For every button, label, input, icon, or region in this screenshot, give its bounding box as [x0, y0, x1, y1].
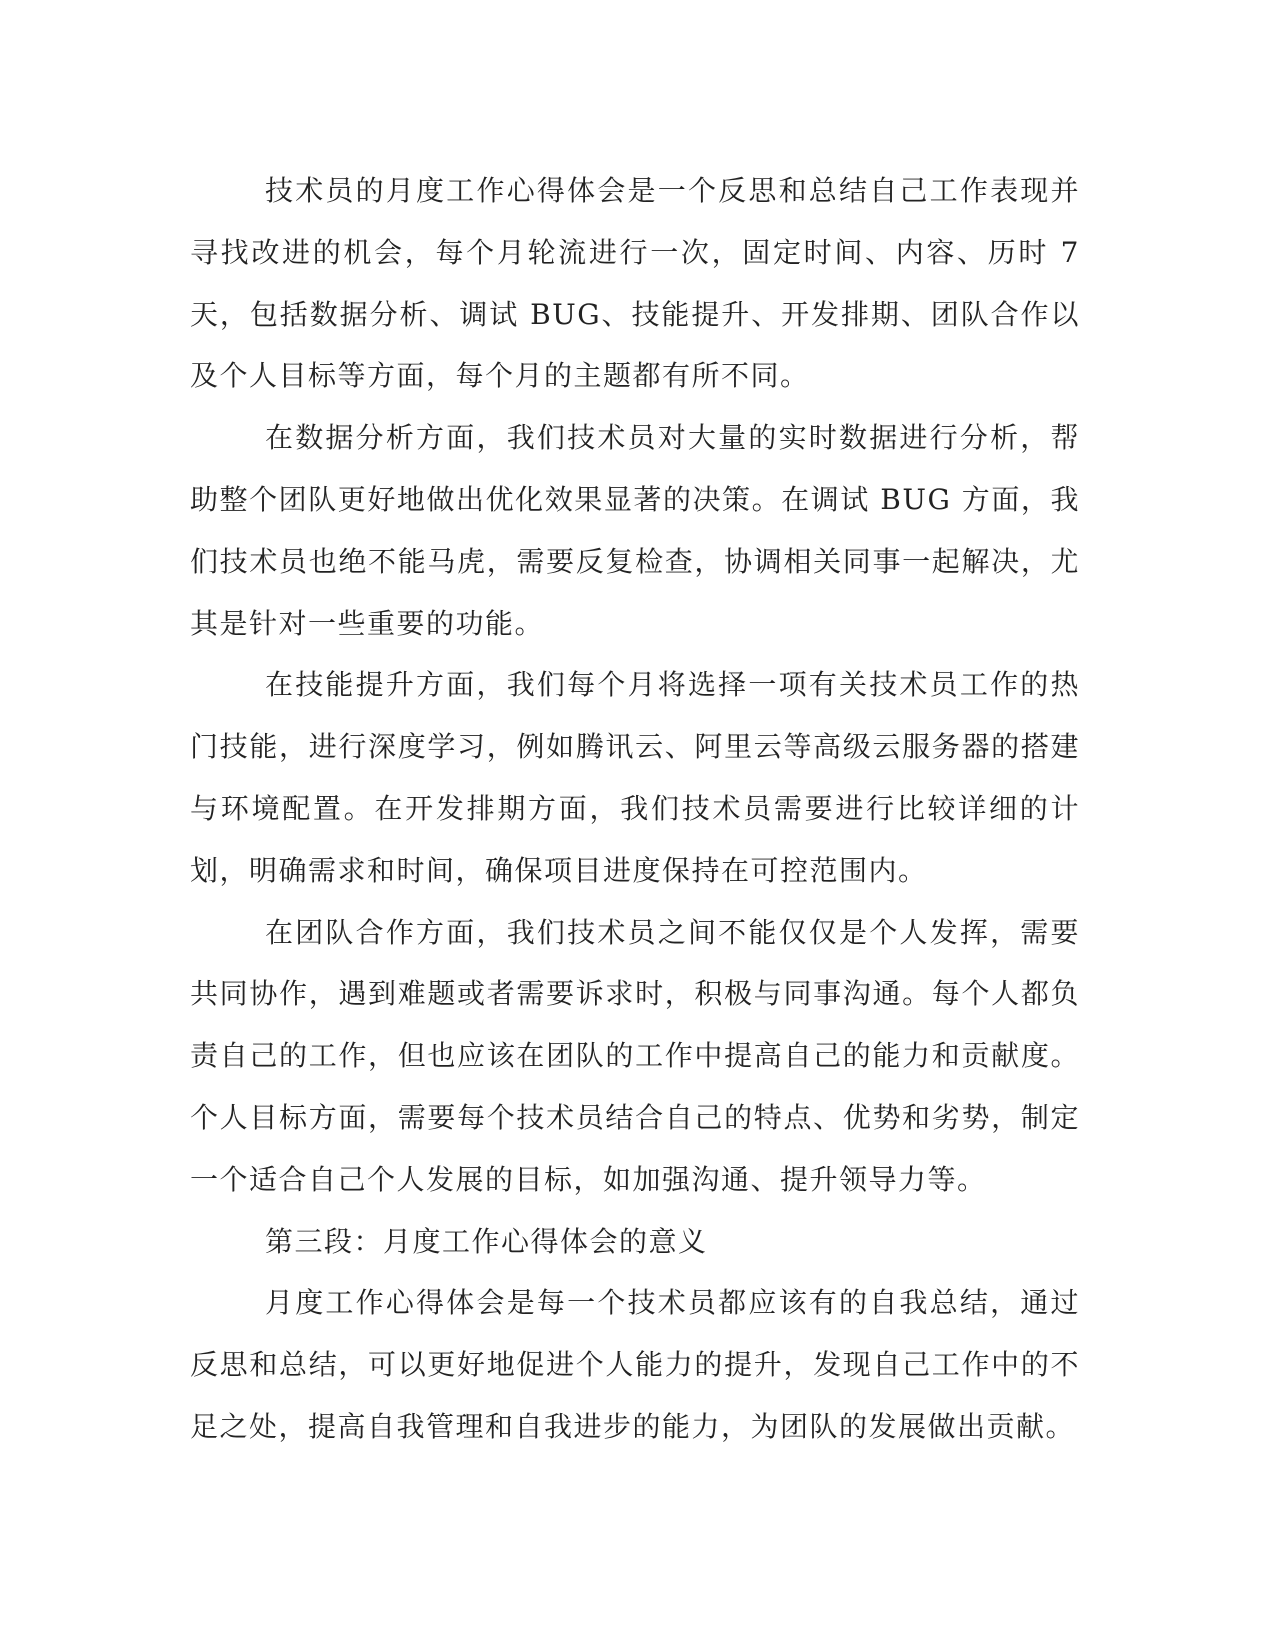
- paragraph-skill-improvement: 在技能提升方面，我们每个月将选择一项有关技术员工作的热门技能，进行深度学习，例如腾讯云、阿里云等高级云服务器的搭建与环境配置。在开发排期方面，我们技术员需要进行比较详细的计划，明确需求和时间，确保项目进度保持在可控范围内。: [190, 668, 1080, 887]
- paragraph-intro: 技术员的月度工作心得体会是一个反思和总结自己工作表现并寻找改进的机会，每个月轮流进行一次，固定时间、内容、历时 7 天，包括数据分析、调试 BUG、技能提升、开发排期、团队合作以及个人目标等方面，每个月的主题都有所不同。: [190, 174, 1080, 393]
- paragraph-teamwork: 在团队合作方面，我们技术员之间不能仅仅是个人发挥，需要共同协作，遇到难题或者需要诉求时，积极与同事沟通。每个人都负责自己的工作，但也应该在团队的工作中提高自己的能力和贡献度。个人目标方面，需要每个技术员结合自己的特点、优势和劣势，制定一个适合自己个人发展的目标，如加强沟通、提升领导力等。: [190, 915, 1080, 1196]
- section-heading: 第三段：月度工作心得体会的意义: [265, 1224, 708, 1258]
- document-body: [190, 160, 1080, 1458]
- paragraph-significance: 月度工作心得体会是每一个技术员都应该有的自我总结，通过反思和总结，可以更好地促进个人能力的提升，发现自己工作中的不足之处，提高自我管理和自我进步的能力，为团队的发展做出贡献。: [190, 1286, 1080, 1443]
- paragraph-data-analysis: 在数据分析方面，我们技术员对大量的实时数据进行分析，帮助整个团队更好地做出优化效果显著的决策。在调试 BUG 方面，我们技术员也绝不能马虎，需要反复检查，协调相关同事一起解决，尤其是针对一些重要的功能。: [190, 421, 1080, 640]
